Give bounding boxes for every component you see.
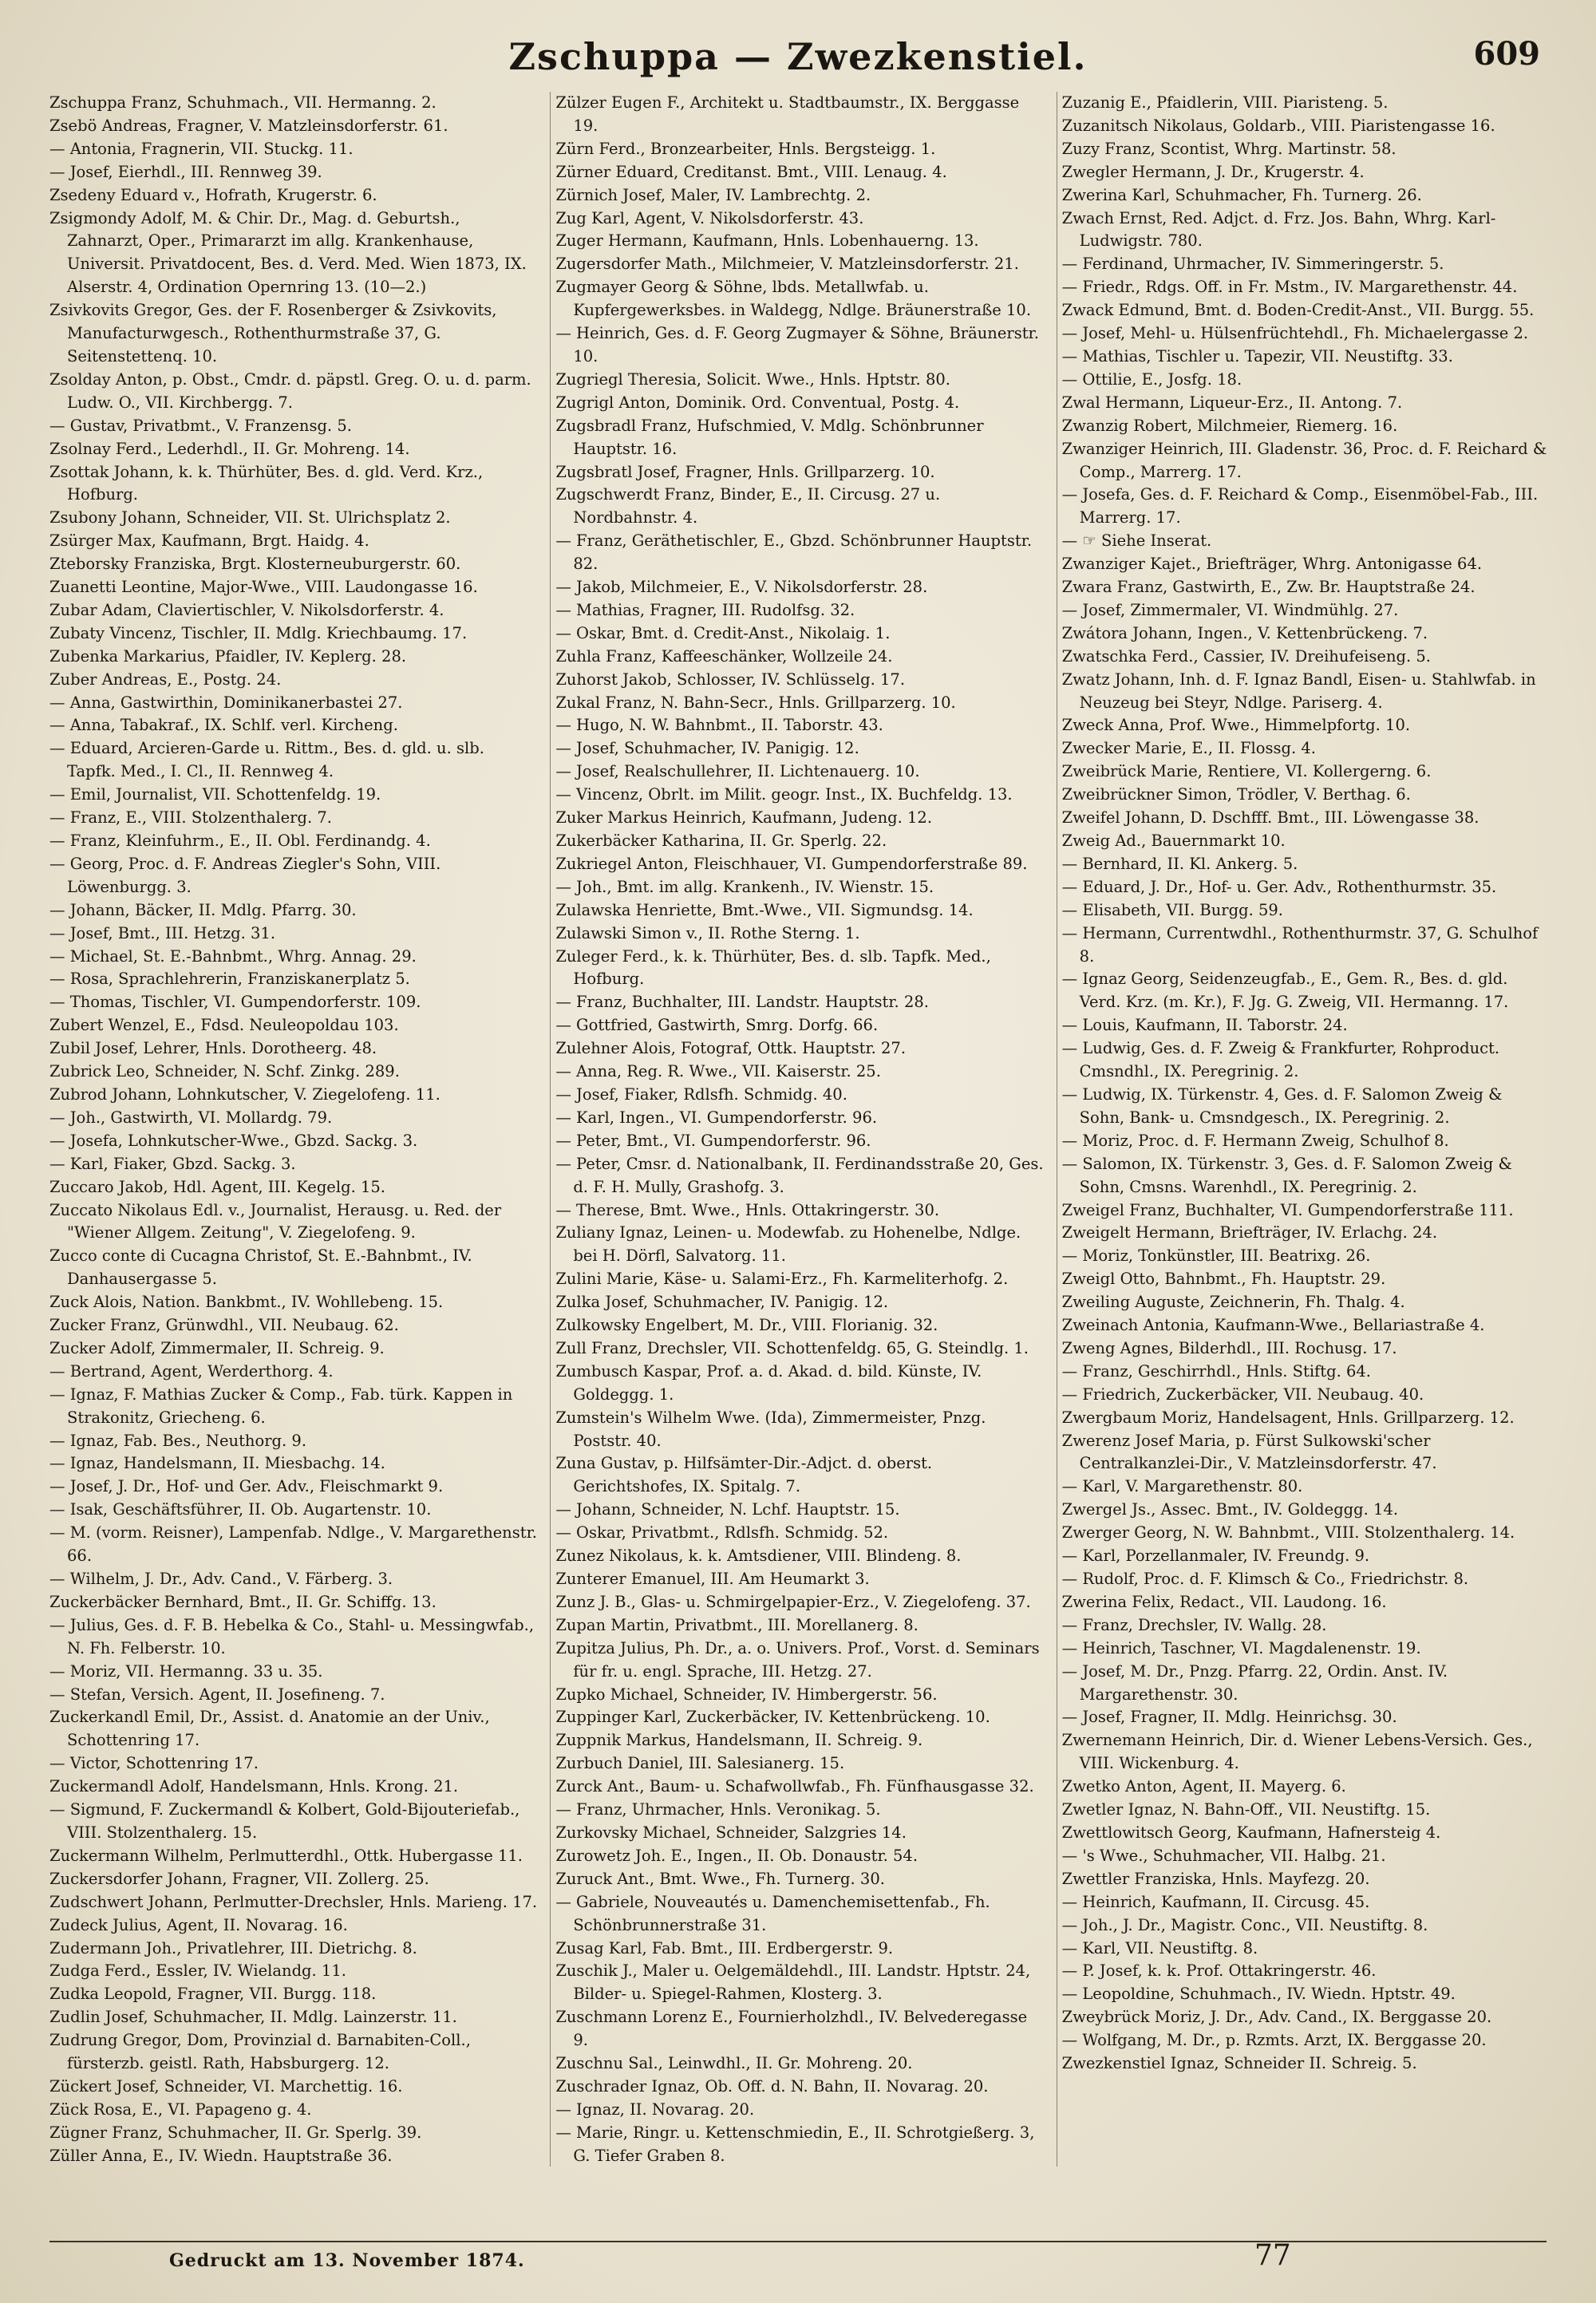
directory-entry: Zulawska Henriette, Bmt.-Wwe., VII. Sigmundsg. 14. [555,900,974,919]
directory-entry: Zulini Marie, Käse- u. Salami-Erz., Fh. Karmeliterhofg. 2. [555,1270,1009,1289]
column-2 [550,92,1043,2167]
directory-entry: — Anna, Gastwirthin, Dominikanerbastei 27. [49,693,403,712]
directory-entry: Zukriegel Anton, Fleischhauer, VI. Gumpendorferstraße 89. [555,854,1028,873]
directory-entry: — Heinrich, Ges. d. F. Georg Zugmayer & Söhne, Bräunerstr. 10. [555,324,1039,365]
directory-entry: Zubar Adam, Claviertischler, V. Nikolsdorferstr. 4. [49,600,444,619]
footer-rule [49,2241,1547,2242]
directory-entry: — Ignaz, Fab. Bes., Neuthorg. 9. [49,1431,307,1450]
directory-entry: Zwettlowitsch Georg, Kaufmann, Hafnersteig 4. [1061,1823,1441,1842]
directory-entry: — Stefan, Versich. Agent, II. Josefineng. 7. [49,1685,385,1704]
directory-entry: Zweybrück Moriz, J. Dr., Adv. Cand., IX. Berggasse 20. [1061,2008,1492,2027]
directory-entry: Zülzer Eugen F., Architekt u. Stadtbaumstr., IX. Berggasse 19. [555,93,1020,135]
directory-entry: Zuccaro Jakob, Hdl. Agent, III. Kegelg. 15. [49,1177,385,1196]
directory-entry: Zsolnay Ferd., Lederhdl., II. Gr. Mohreng. 14. [49,439,410,458]
directory-entry: Zuzanig E., Pfaidlerin, VIII. Piaristeng. 5. [1061,93,1389,112]
directory-entry: Zulawski Simon v., II. Rothe Sterng. 1. [555,923,860,942]
directory-entry: Zwergbaum Moriz, Handelsagent, Hnls. Grillparzerg. 12. [1061,1408,1515,1427]
directory-entry: — Gottfried, Gastwirth, Smrg. Dorfg. 66. [555,1016,879,1035]
directory-entry: Zteborsky Franziska, Brgt. Klosterneuburgerstr. 60. [49,555,461,574]
directory-entry: Zuhla Franz, Kaffeeschänker, Wollzeile 24. [555,646,893,666]
directory-entry: — Hugo, N. W. Bahnbmt., II. Taborstr. 43. [555,716,883,735]
directory-entry: — Hermann, Currentwdhl., Rothenthurmstr. 37, G. Schulhof 8. [1061,923,1539,966]
sheet-number: 77 [1254,2239,1291,2272]
directory-entry: Zuzy Franz, Scontist, Whrg. Martinstr. 58. [1061,139,1396,158]
directory-entry: — Karl, Fiaker, Gbzd. Sackg. 3. [49,1154,296,1173]
directory-entry: Zweibrückner Simon, Trödler, V. Berthag. 6. [1061,785,1411,804]
directory-entry: — Rosa, Sprachlehrerin, Franziskanerplatz 5. [49,970,410,989]
directory-entry: Zwetler Ignaz, N. Bahn-Off., VII. Neustiftg. 15. [1061,1800,1431,1819]
directory-entry: — Peter, Bmt., VI. Gumpendorferstr. 96. [555,1131,871,1150]
directory-entry: Zudlin Josef, Schuhmacher, II. Mdlg. Lainzerstr. 11. [49,2008,457,2027]
directory-entry: Zunterer Emanuel, III. Am Heumarkt 3. [555,1570,870,1588]
directory-entry: Zugsbratl Josef, Fragner, Hnls. Grillparzerg. 10. [555,462,935,481]
directory-entry: Zuck Alois, Nation. Bankbmt., IV. Wohllebeng. 15. [49,1293,444,1312]
directory-entry: — Salomon, IX. Türkenstr. 3, Ges. d. F. Salomon Zweig & Sohn, Cmsns. Warenhdl., IX. Peregrinig. 2. [1061,1154,1512,1196]
directory-entry: Zügner Franz, Schuhmacher, II. Gr. Sperlg. 39. [49,2123,422,2142]
directory-entry: Zweng Agnes, Bilderhdl., III. Rochusg. 17. [1061,1338,1397,1357]
directory-entry: — Franz, Kleinfuhrm., E., II. Obl. Ferdinandg. 4. [49,832,431,850]
directory-entry: — Ottilie, E., Josfg. 18. [1061,369,1242,389]
directory-entry: Zwerger Georg, N. W. Bahnbmt., VIII. Stolzenthalerg. 14. [1061,1523,1515,1543]
directory-entry: — Gustav, Privatbmt., V. Franzensg. 5. [49,416,352,435]
directory-entry: — Moriz, VII. Hermanng. 33 u. 35. [49,1661,323,1681]
directory-entry: — Sigmund, F. Zuckermandl & Kolbert, Gold-Bijouteriefab., VIII. Stolzenthalerg. 15. [49,1800,520,1842]
directory-entry: — ☞ Siehe Inserat. [1061,531,1212,551]
directory-entry: — Josef, Schuhmacher, IV. Panigig. 12. [555,739,859,758]
directory-entry: — Ludwig, Ges. d. F. Zweig & Frankfurter, Rohproduct. Cmsndhl., IX. Peregrinig. 2. [1061,1039,1500,1081]
directory-entry: Zwal Hermann, Liqueur-Erz., II. Antong. 7. [1061,393,1403,412]
page-header [48,27,1548,83]
directory-entry: Zuanetti Leontine, Major-Wwe., VIII. Laudongasse 16. [49,578,478,597]
directory-entry: — Anna, Reg. R. Wwe., VII. Kaiserstr. 25. [555,1062,881,1081]
directory-entry: Zuschik J., Maler u. Oelgemäldehdl., III. Landstr. Hptstr. 24, Bilder- u. Spiegel-Rahmen, Klosterg. 3. [555,1961,1031,2004]
directory-entry: — M. (vorm. Reisner), Lampenfab. Ndlge., V. Margarethenstr. 66. [49,1523,537,1566]
directory-entry: — Thomas, Tischler, VI. Gumpendorferstr. 109. [49,993,421,1012]
directory-entry: Zugersdorfer Math., Milchmeier, V. Matzleinsdorferstr. 21. [555,255,1019,274]
directory-entry: — Peter, Cmsr. d. Nationalbank, II. Ferdinandsstraße 20, Ges. d. F. H. Mully, Grashofg. 3. [555,1154,1044,1196]
directory-entry: Zwatschka Ferd., Cassier, IV. Dreihufeiseng. 5. [1061,646,1432,666]
directory-entry: Zschuppa Franz, Schuhmach., VII. Hermanng. 2. [49,93,437,112]
directory-entry: Zuschrader Ignaz, Ob. Off. d. N. Bahn, II. Novarag. 20. [555,2076,989,2096]
directory-entry: — Friedr., Rdgs. Off. in Fr. Mstm., IV. Margarethenstr. 44. [1061,278,1518,297]
page-footer [49,2239,1547,2282]
directory-entry: — Joh., J. Dr., Magistr. Conc., VII. Neustiftg. 8. [1061,1915,1428,1934]
directory-entry: — Ferdinand, Uhrmacher, IV. Simmeringerstr. 5. [1061,255,1444,274]
directory-entry: Zweigl Otto, Bahnbmt., Fh. Hauptstr. 29. [1061,1270,1386,1289]
directory-entry: — Jakob, Milchmeier, E., V. Nikolsdorferstr. 28. [555,578,928,597]
directory-entry: Zugrigl Anton, Dominik. Ord. Conventual, Postg. 4. [555,393,960,412]
directory-entry: Zwetko Anton, Agent, II. Mayerg. 6. [1061,1777,1346,1796]
directory-entry: — Franz, Geräthetischler, E., Gbzd. Schönbrunner Hauptstr. 82. [555,531,1033,574]
directory-entry: Zugriegl Theresia, Solicit. Wwe., Hnls. Hptstr. 80. [555,369,950,389]
directory-entry: Zull Franz, Drechsler, VII. Schottenfeldg. 65, G. Steindlg. 1. [555,1338,1029,1357]
directory-entry: — Mathias, Fragner, III. Rudolfsg. 32. [555,600,855,619]
directory-entry: Zwerina Felix, Redact., VII. Laudong. 16. [1061,1592,1387,1611]
directory-entry: — Heinrich, Kaufmann, II. Circusg. 45. [1061,1892,1370,1911]
directory-entry: Zwanzig Robert, Milchmeier, Riemerg. 16. [1061,416,1398,435]
directory-entry: — Ludwig, IX. Türkenstr. 4, Ges. d. F. Salomon Zweig & Sohn, Bank- u. Cmsndgesch., IX. Peregrinig. 2. [1061,1084,1503,1127]
directory-entry: — Franz, Buchhalter, III. Landstr. Hauptstr. 28. [555,993,929,1012]
directory-entry: Zubrod Johann, Lohnkutscher, V. Ziegelofeng. 11. [49,1084,440,1104]
directory-entry: Zupitza Julius, Ph. Dr., a. o. Univers. Prof., Vorst. d. Seminars für fr. u. engl. Sprache, III. Hetzg. 27. [555,1638,1040,1681]
directory-entry: Zwátora Johann, Ingen., V. Kettenbrückeng. 7. [1061,623,1428,642]
directory-entry: — Michael, St. E.-Bahnbmt., Whrg. Annag. 29. [49,946,417,966]
directory-entry: Zuppinger Karl, Zuckerbäcker, IV. Kettenbrückeng. 10. [555,1708,990,1727]
directory-entry: — Bertrand, Agent, Werderthorg. 4. [49,1361,334,1381]
directory-entry: — Eduard, Arcieren-Garde u. Rittm., Bes. d. gld. u. slb. Tapfk. Med., I. Cl., II. Rennweg 4. [49,739,484,781]
directory-entry: Zuger Hermann, Kaufmann, Hnls. Lobenhauerng. 13. [555,231,979,251]
page-title: Zschuppa — Zwezkenstiel. [508,35,1088,78]
directory-entry: Zsubony Johann, Schneider, VII. St. Ulrichsplatz 2. [49,508,451,527]
directory-entry: — Josef, Fiaker, Rdlsfh. Schmidg. 40. [555,1084,847,1104]
directory-entry: Zuschmann Lorenz E., Fournierholzhdl., IV. Belvederegasse 9. [555,2008,1028,2050]
directory-entry: — Therese, Bmt. Wwe., Hnls. Ottakringerstr. 30. [555,1200,940,1219]
directory-entry: — Karl, Ingen., VI. Gumpendorferstr. 96. [555,1108,878,1127]
directory-entry: — Georg, Proc. d. F. Andreas Ziegler's Sohn, VIII. Löwenburgg. 3. [49,854,441,896]
column-1 [49,92,537,2167]
directory-entry: — Joh., Bmt. im allg. Krankenh., IV. Wienstr. 15. [555,877,934,896]
directory-entry: — Julius, Ges. d. F. B. Hebelka & Co., Stahl- u. Messingwfab., N. Fh. Felberstr. 10. [49,1615,535,1657]
directory-entry: Zumstein's Wilhelm Wwe. (Ida), Zimmermeister, Pnzg. Poststr. 40. [555,1408,986,1450]
directory-entry: Zsigmondy Adolf, M. & Chir. Dr., Mag. d. Geburtsh., Zahnarzt, Oper., Primararzt im allg. Krankenhause, Universit. Privatdocent, Bes. d. Verd. Med. Wien 1873, IX. Alserstr. 4, Ordination Opernring 13. (10—2.) [49,208,527,297]
column-3 [1057,92,1550,2167]
directory-entry: Zwerina Karl, Schuhmacher, Fh. Turnerg. 26. [1061,185,1422,204]
directory-entry: Zürner Eduard, Creditanst. Bmt., VIII. Lenaug. 4. [555,162,947,181]
directory-entry: — Friedrich, Zuckerbäcker, VII. Neubaug. 40. [1061,1385,1424,1404]
directory-entry: Zsottak Johann, k. k. Thürhüter, Bes. d. gld. Verd. Krz., Hofburg. [49,462,484,504]
directory-entry: Zück Rosa, E., VI. Papageno g. 4. [49,2100,312,2119]
directory-entry: Zudga Ferd., Essler, IV. Wielandg. 11. [49,1961,346,1981]
directory-entry: — Leopoldine, Schuhmach., IV. Wiedn. Hptstr. 49. [1061,1985,1456,2004]
directory-entry: Zweigelt Hermann, Briefträger, IV. Erlachg. 24. [1061,1223,1438,1242]
directory-entry: Zubert Wenzel, E., Fdsd. Neuleopoldau 103. [49,1016,399,1035]
directory-entry: Zuna Gustav, p. Hilfsämter-Dir.-Adjct. d. oberst. Gerichtshofes, IX. Spitalg. 7. [555,1454,933,1496]
directory-entry: — 's Wwe., Schuhmacher, VII. Halbg. 21. [1061,1846,1386,1865]
directory-entry: — Josef, Bmt., III. Hetzg. 31. [49,923,276,942]
directory-entry: — Ignaz Georg, Seidenzeugfab., E., Gem. R., Bes. d. gld. Verd. Krz. (m. Kr.), F. Jg. G. Zweig, VII. Hermanng. 17. [1061,970,1509,1012]
directory-entry: Zudrung Gregor, Dom, Provinzial d. Barnabiten-Coll., fürsterzb. geistl. Rath, Habsburgerg. 12. [49,2031,471,2073]
directory-entry: Zug Karl, Agent, V. Nikolsdorferstr. 43. [555,208,864,227]
directory-entry: Zudeck Julius, Agent, II. Novarag. 16. [49,1915,348,1934]
directory-entry: Zucker Adolf, Zimmermaler, II. Schreig. 9. [49,1338,385,1357]
directory-entry: Zwecker Marie, E., II. Flossg. 4. [1061,739,1316,758]
directory-entry: Zsebö Andreas, Fragner, V. Matzleinsdorferstr. 61. [49,116,448,135]
directory-entry: Zukal Franz, N. Bahn-Secr., Hnls. Grillparzerg. 10. [555,693,956,712]
directory-entry: Zuckerbäcker Bernhard, Bmt., II. Gr. Schiffg. 13. [49,1592,437,1611]
directory-entry: Zsedeny Eduard v., Hofrath, Krugerstr. 6. [49,185,377,204]
directory-entry: Zurkovsky Michael, Schneider, Salzgries 14. [555,1823,907,1842]
directory-entry: Zwettler Franziska, Hnls. Mayfezg. 20. [1061,1869,1370,1888]
directory-entry: Zweinach Antonia, Kaufmann-Wwe., Bellariastraße 4. [1061,1316,1485,1335]
directory-entry: — Ignaz, II. Novarag. 20. [555,2100,755,2119]
directory-entry: Zuckerkandl Emil, Dr., Assist. d. Anatomie an der Univ., Schottenring 17. [49,1708,490,1750]
directory-entry: Zsivkovits Gregor, Ges. der F. Rosenberger & Zsivkovits, Manufacturwgesch., Rothenthurmstraße 37, G. Seitenstettenq. 10. [49,301,497,365]
directory-entry: Zukerbäcker Katharina, II. Gr. Sperlg. 22. [555,832,887,850]
directory-entry: Zulkowsky Engelbert, M. Dr., VIII. Florianig. 32. [555,1316,938,1335]
directory-entry: Zuker Markus Heinrich, Kaufmann, Judeng. 12. [555,808,933,828]
directory-entry: Zuliany Ignaz, Leinen- u. Modewfab. zu Hohenelbe, Ndlge. bei H. Dörfl, Salvatorg. 11. [555,1223,1021,1266]
directory-entry: Zürnich Josef, Maler, IV. Lambrechtg. 2. [555,185,871,204]
directory-entry: — Antonia, Fragnerin, VII. Stuckg. 11. [49,139,354,158]
directory-entry: — Josefa, Lohnkutscher-Wwe., Gbzd. Sackg. 3. [49,1131,418,1150]
directory-entry: Zwerenz Josef Maria, p. Fürst Sulkowski'scher Centralkanzlei-Dir., V. Matzleinsdorferstr. 47. [1061,1431,1437,1473]
directory-entry: — Josef, Eierhdl., III. Rennweg 39. [49,162,322,181]
directory-entry: Zwergel Js., Assec. Bmt., IV. Goldeggg. 14. [1061,1500,1399,1519]
directory-entry: — Franz, Uhrmacher, Hnls. Veronikag. 5. [555,1800,881,1819]
directory-entry: — Josefa, Ges. d. F. Reichard & Comp., Eisenmöbel-Fab., III. Marrerg. 17. [1061,485,1539,527]
directory-entry: — Moriz, Tonkünstler, III. Beatrixg. 26. [1061,1246,1371,1266]
directory-entry: — Moriz, Proc. d. F. Hermann Zweig, Schulhof 8. [1061,1131,1449,1150]
directory-entry: Zuzanitsch Nikolaus, Goldarb., VIII. Piaristengasse 16. [1061,116,1495,135]
directory-entry: — Josef, Mehl- u. Hülsenfrüchtehdl., Fh. Michaelergasse 2. [1061,324,1529,343]
directory-entry: Zuber Andreas, E., Postg. 24. [49,670,282,689]
directory-entry: — Josef, Fragner, II. Mdlg. Heinrichsg. 30. [1061,1708,1397,1727]
directory-entry: Zunez Nikolaus, k. k. Amtsdiener, VIII. Blindeng. 8. [555,1547,962,1566]
directory-entry: — Josef, Zimmermaler, VI. Windmühlg. 27. [1061,600,1399,619]
directory-entry: Zudschwert Johann, Perlmutter-Drechsler, Hnls. Marieng. 17. [49,1892,538,1911]
directory-entry: Zuccato Nikolaus Edl. v., Journalist, Herausg. u. Red. der "Wiener Allgem. Zeitung", V. Ziegelofeng. 9. [49,1200,502,1242]
directory-entry: Züller Anna, E., IV. Wiedn. Hauptstraße 36. [49,2146,393,2165]
directory-entry: Zulehner Alois, Fotograf, Ottk. Hauptstr. 27. [555,1039,907,1058]
directory-entry: — Wolfgang, M. Dr., p. Rzmts. Arzt, IX. Berggasse 20. [1061,2031,1487,2050]
directory-entry: Zurck Ant., Baum- u. Schafwollwfab., Fh. Fünfhausgasse 32. [555,1777,1034,1796]
directory-entry: — Ignaz, F. Mathias Zucker & Comp., Fab. türk. Kappen in Strakonitz, Griecheng. 6. [49,1385,513,1427]
directory-entry: Zudermann Joh., Privatlehrer, III. Dietrichg. 8. [49,1938,417,1957]
directory-entry: — Josef, J. Dr., Hof- und Ger. Adv., Fleischmarkt 9. [49,1477,444,1496]
directory-entry: Zurowetz Joh. E., Ingen., II. Ob. Donaustr. 54. [555,1846,918,1865]
directory-entry: — Anna, Tabakraf., IX. Schlf. verl. Kircheng. [49,716,398,735]
directory-entry: — Franz, Drechsler, IV. Wallg. 28. [1061,1615,1327,1634]
directory-entry: Zuckermandl Adolf, Handelsmann, Hnls. Krong. 21. [49,1777,459,1796]
directory-entry: — Rudolf, Proc. d. F. Klimsch & Co., Friedrichstr. 8. [1061,1570,1469,1588]
directory-entry: Zudka Leopold, Fragner, VII. Burgg. 118. [49,1985,377,2004]
directory-entry: — Oskar, Bmt. d. Credit-Anst., Nikolaig. 1. [555,623,891,642]
directory-entry: Zubaty Vincenz, Tischler, II. Mdlg. Kriechbaumg. 17. [49,623,468,642]
directory-entry: Zurbuch Daniel, III. Salesianerg. 15. [555,1754,845,1773]
directory-entry: Zuschnu Sal., Leinwdhl., II. Gr. Mohreng. 20. [555,2054,913,2073]
directory-entry: — Johann, Bäcker, II. Mdlg. Pfarrg. 30. [49,900,357,919]
directory-entry: Zugschwerdt Franz, Binder, E., II. Circusg. 27 u. Nordbahnstr. 4. [555,485,941,527]
directory-entry: Zusag Karl, Fab. Bmt., III. Erdbergerstr. 9. [555,1938,894,1957]
directory-entry: — Emil, Journalist, VII. Schottenfeldg. 19. [49,785,381,804]
directory-entry: — Josef, M. Dr., Pnzg. Pfarrg. 22, Ordin. Anst. IV. Margarethenstr. 30. [1061,1661,1448,1704]
directory-entry: — Karl, VII. Neustiftg. 8. [1061,1938,1258,1957]
directory-entry: Zupan Martin, Privatbmt., III. Morellanerg. 8. [555,1615,918,1634]
directory-entry: Zuppnik Markus, Handelsmann, II. Schreig. 9. [555,1731,923,1750]
directory-entry: — Louis, Kaufmann, II. Taborstr. 24. [1061,1016,1348,1035]
directory-entry: — Eduard, J. Dr., Hof- u. Ger. Adv., Rothenthurmstr. 35. [1061,877,1497,896]
directory-entry: Zwanziger Kajet., Briefträger, Whrg. Antonigasse 64. [1061,555,1483,574]
directory-entry: — Ignaz, Handelsmann, II. Miesbachg. 14. [49,1454,385,1473]
directory-entry: Zulka Josef, Schuhmacher, IV. Panigig. 12. [555,1293,889,1312]
directory-entry: Zunz J. B., Glas- u. Schmirgelpapier-Erz., V. Ziegelofeng. 37. [555,1592,1031,1611]
directory-entry: — Marie, Ringr. u. Kettenschmiedin, E., II. Schrotgießerg. 3, G. Tiefer Graben 8. [555,2123,1035,2165]
directory-entry: Zubil Josef, Lehrer, Hnls. Dorotheerg. 48. [49,1039,377,1058]
directory-entry: — Wilhelm, J. Dr., Adv. Cand., V. Färberg. 3. [49,1570,393,1588]
directory-entry: Zwezkenstiel Ignaz, Schneider II. Schreig. 5. [1061,2054,1417,2073]
directory-entry: — Franz, E., VIII. Stolzenthalerg. 7. [49,808,332,828]
page-number: 609 [1473,35,1540,73]
directory-entry: Zuckermann Wilhelm, Perlmutterdhl., Ottk. Hubergasse 11. [49,1846,523,1865]
directory-entry: Zwegler Hermann, J. Dr., Krugerstr. 4. [1061,162,1365,181]
directory-entry: Zwach Ernst, Red. Adjct. d. Frz. Jos. Bahn, Whrg. Karl-Ludwigstr. 780. [1061,208,1496,251]
directory-entry: Zuruck Ant., Bmt. Wwe., Fh. Turnerg. 30. [555,1869,885,1888]
directory-columns [49,92,1550,2167]
directory-entry: Zwara Franz, Gastwirth, E., Zw. Br. Hauptstraße 24. [1061,578,1476,597]
directory-entry: Zupko Michael, Schneider, IV. Himbergerstr. 56. [555,1685,938,1704]
directory-entry: Zwernemann Heinrich, Dir. d. Wiener Lebens-Versich. Ges., VIII. Wickenburg. 4. [1061,1731,1533,1773]
directory-entry: Zweck Anna, Prof. Wwe., Himmelpfortg. 10. [1061,716,1411,735]
directory-entry: Zweibrück Marie, Rentiere, VI. Kollergerng. 6. [1061,762,1432,781]
directory-entry: — Josef, Realschullehrer, II. Lichtenauerg. 10. [555,762,920,781]
directory-entry: Zuleger Ferd., k. k. Thürhüter, Bes. d. slb. Tapfk. Med., Hofburg. [555,946,991,989]
directory-entry: Zückert Josef, Schneider, VI. Marchettig. 16. [49,2076,403,2096]
directory-entry: Zuhorst Jakob, Schlosser, IV. Schlüsselg. 17. [555,670,906,689]
directory-entry: — Bernhard, II. Kl. Ankerg. 5. [1061,854,1298,873]
directory-entry: — Karl, Porzellanmaler, IV. Freundg. 9. [1061,1547,1370,1566]
directory-entry: — Johann, Schneider, N. Lchf. Hauptstr. 15. [555,1500,900,1519]
directory-entry: Zumbusch Kaspar, Prof. a. d. Akad. d. bild. Künste, IV. Goldeggg. 1. [555,1361,982,1404]
directory-entry: Zweigel Franz, Buchhalter, VI. Gumpendorferstraße 111. [1061,1200,1514,1219]
directory-entry: Zugsbradl Franz, Hufschmied, V. Mdlg. Schönbrunner Hauptstr. 16. [555,416,984,458]
directory-entry: Zweifel Johann, D. Dschfff. Bmt., III. Löwengasse 38. [1061,808,1479,828]
directory-entry: — Oskar, Privatbmt., Rdlsfh. Schmidg. 52. [555,1523,889,1543]
directory-entry: — Joh., Gastwirth, VI. Mollardg. 79. [49,1108,333,1127]
directory-entry: Zuckersdorfer Johann, Fragner, VII. Zollerg. 25. [49,1869,429,1888]
directory-entry: — Isak, Geschäftsführer, II. Ob. Augartenstr. 10. [49,1500,432,1519]
directory-entry: Zwack Edmund, Bmt. d. Boden-Credit-Anst., VII. Burgg. 55. [1061,301,1535,320]
directory-entry: — Heinrich, Taschner, VI. Magdalenenstr. 19. [1061,1638,1421,1657]
directory-entry: — Mathias, Tischler u. Tapezir, VII. Neustiftg. 33. [1061,346,1453,365]
directory-entry: Zsürger Max, Kaufmann, Brgt. Haidg. 4. [49,531,369,551]
directory-entry: — Vincenz, Obrlt. im Milit. geogr. Inst., IX. Buchfeldg. 13. [555,785,1013,804]
directory-entry: Zugmayer Georg & Söhne, lbds. Metallwfab. u. Kupfergewerksbes. in Waldegg, Ndlge. Bräunerstraße 10. [555,278,1032,320]
directory-entry: — Elisabeth, VII. Burgg. 59. [1061,900,1283,919]
directory-entry: — P. Josef, k. k. Prof. Ottakringerstr. 46. [1061,1961,1377,1981]
directory-entry: Zweiling Auguste, Zeichnerin, Fh. Thalg. 4. [1061,1293,1405,1312]
directory-entry: — Gabriele, Nouveautés u. Damenchemisettenfab., Fh. Schönbrunnerstraße 31. [555,1892,990,1934]
directory-entry: Zsolday Anton, p. Obst., Cmdr. d. päpstl. Greg. O. u. d. parm. Ludw. O., VII. Kirchbergg. 7. [49,369,531,412]
directory-entry: Zubenka Markarius, Pfaidler, IV. Keplerg. 28. [49,646,407,666]
directory-entry: Zürn Ferd., Bronzearbeiter, Hnls. Bergsteigg. 1. [555,139,936,158]
directory-entry: Zweig Ad., Bauernmarkt 10. [1061,832,1286,850]
directory-entry: Zwanziger Heinrich, III. Gladenstr. 36, Proc. d. F. Reichard & Comp., Marrerg. 17. [1061,439,1547,481]
directory-entry: — Franz, Geschirrhdl., Hnls. Stiftg. 64. [1061,1361,1371,1381]
print-date: Gedruckt am 13. November 1874. [169,2250,525,2271]
directory-entry: — Karl, V. Margarethenstr. 80. [1061,1477,1303,1496]
directory-entry: Zwatz Johann, Inh. d. F. Ignaz Bandl, Eisen- u. Stahlwfab. in Neuzeug bei Steyr, Ndlge. Pariserg. 4. [1061,670,1536,712]
directory-entry: Zubrick Leo, Schneider, N. Schf. Zinkg. 289. [49,1062,400,1081]
directory-entry: Zucker Franz, Grünwdhl., VII. Neubaug. 62. [49,1316,399,1335]
directory-entry: — Victor, Schottenring 17. [49,1754,259,1773]
directory-entry: Zucco conte di Cucagna Christof, St. E.-Bahnbmt., IV. Danhausergasse 5. [49,1246,472,1289]
